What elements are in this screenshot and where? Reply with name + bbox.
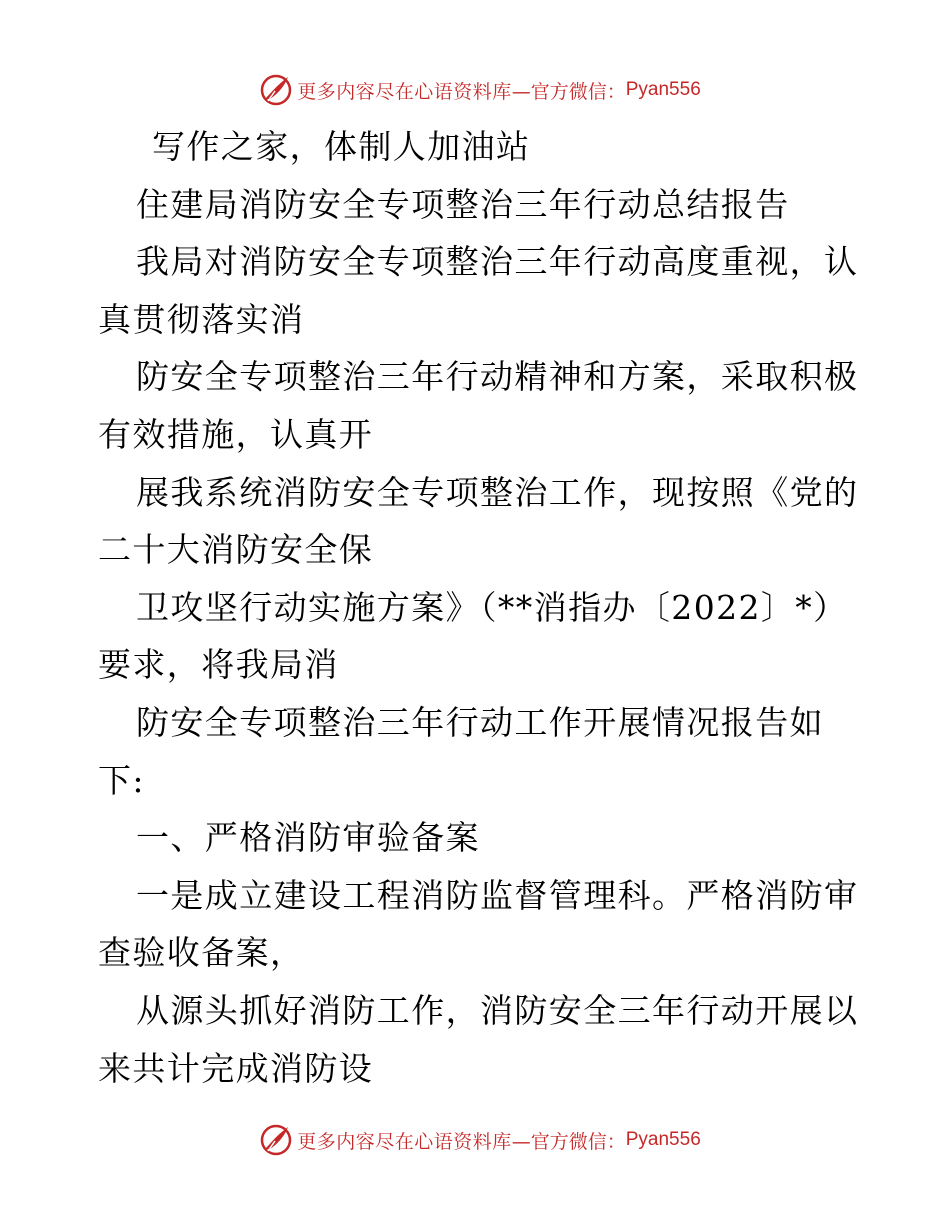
watermark-wechat-id: Pyan556 bbox=[625, 1129, 701, 1150]
watermark-banner-top bbox=[0, 70, 950, 110]
watermark-banner-bottom bbox=[0, 1120, 950, 1160]
paragraph-line: 从源头抓好消防工作，消防安全三年行动开展以 bbox=[136, 990, 859, 1030]
watermark-separator: —官方微信： bbox=[511, 1130, 626, 1153]
watermark-separator: —官方微信： bbox=[511, 80, 626, 103]
paragraph-line: 来共计完成消防设 bbox=[98, 1048, 374, 1088]
paragraph-line: 查验收备案， bbox=[98, 933, 305, 973]
paragraph-line: 要求，将我局消 bbox=[98, 645, 339, 685]
header-line: 写作之家，体制人加油站 bbox=[152, 127, 531, 166]
watermark-wechat-id: Pyan556 bbox=[625, 79, 701, 100]
paragraph-line: 二十大消防安全保 bbox=[98, 530, 374, 570]
paragraph-line: 一是成立建设工程消防监督管理科。严格消防审 bbox=[136, 875, 859, 915]
paragraph-line: 我局对消防安全专项整治三年行动高度重视，认 bbox=[136, 242, 859, 282]
paragraph-line: 真贯彻落实消 bbox=[98, 299, 305, 339]
quill-pen-logo-icon bbox=[259, 73, 293, 107]
paragraph-line: 有效措施，认真开 bbox=[98, 414, 374, 454]
paragraph-line: 防安全专项整治三年行动精神和方案，采取积极 bbox=[136, 357, 859, 397]
section-heading: 一、严格消防审验备案 bbox=[136, 818, 480, 858]
watermark-text: 更多内容尽在心语资料库 bbox=[297, 1130, 512, 1153]
paragraph-line: 展我系统消防安全专项整治工作，现按照《党的 bbox=[136, 472, 859, 512]
watermark-text: 更多内容尽在心语资料库 bbox=[297, 80, 512, 103]
paragraph-line: 防安全专项整治三年行动工作开展情况报告如 bbox=[136, 702, 824, 742]
paragraph-line: 卫攻坚行动实施方案》（**消指办〔2022〕*） bbox=[136, 587, 848, 627]
document-body bbox=[98, 118, 858, 1097]
document-title: 住建局消防安全专项整治三年行动总结报告 bbox=[136, 184, 790, 224]
quill-pen-logo-icon bbox=[259, 1123, 293, 1157]
paragraph-line: 下: bbox=[98, 760, 145, 800]
